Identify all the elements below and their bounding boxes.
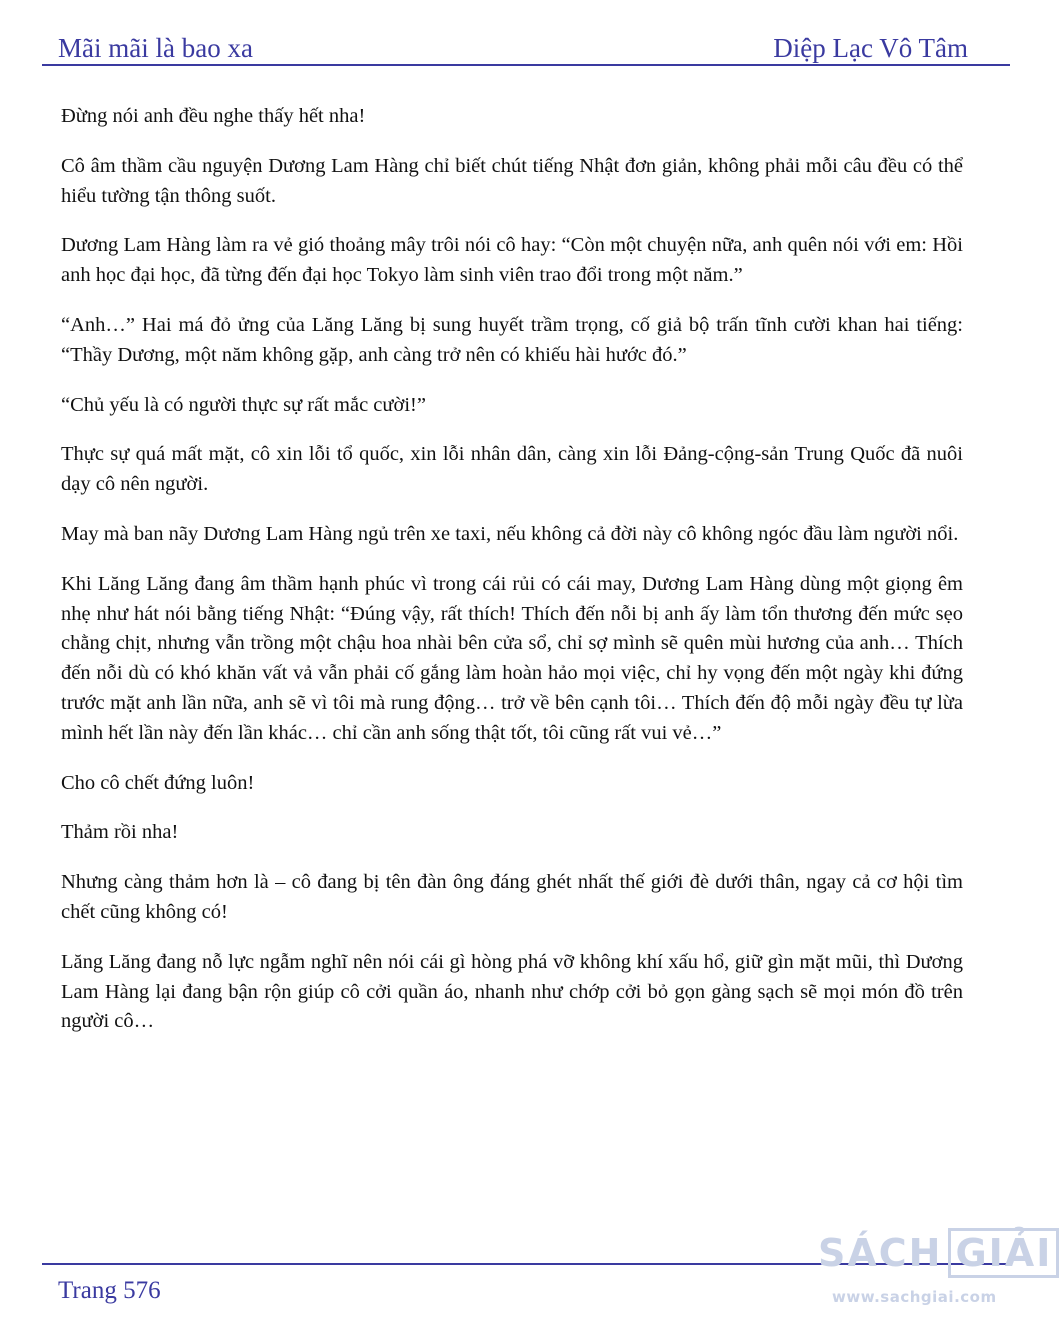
paragraph: “Chủ yếu là có người thực sự rất mắc cười!”	[61, 393, 426, 416]
paragraph: Cô âm thầm cầu nguyện Dương Lam Hàng chỉ biết chút tiếng Nhật đơn giản, không phải mỗi câu đều có thể hiểu tường tận thông suốt.	[61, 154, 963, 207]
paragraph: Thực sự quá mất mặt, cô xin lỗi tổ quốc, xin lỗi nhân dân, càng xin lỗi Đảng-cộng-sản Trung Quốc đã nuôi dạy cô nên người.	[61, 443, 963, 496]
paragraph: Lăng Lăng đang nỗ lực ngẫm nghĩ nên nói cái gì hòng phá vỡ không khí xấu hổ, giữ gìn mặt mũi, thì Dương Lam Hàng lại đang bận rộn giúp cô cởi quần áo, nhanh như chớp cởi bỏ gọn gàng sạch sẽ mọi món đồ trên người cô…	[61, 950, 963, 1033]
logo-part-2: GIẢI	[948, 1228, 1059, 1278]
logo-text	[818, 1228, 1059, 1278]
paragraph: Đừng nói anh đều nghe thấy hết nha!	[61, 105, 366, 127]
paragraph: May mà ban nãy Dương Lam Hàng ngủ trên xe taxi, nếu không cả đời này cô không ngóc đầu làm người nổi.	[61, 522, 959, 545]
author-name: Diệp Lạc Vô Tâm	[773, 33, 968, 63]
book-title: Mãi mãi là bao xa	[58, 33, 253, 63]
page-number: Trang 576	[58, 1277, 161, 1304]
paragraph: Cho cô chết đứng luôn!	[61, 771, 255, 794]
page-header	[58, 26, 968, 62]
watermark-url: www.sachgiai.com	[832, 1288, 997, 1306]
logo-part-1: SÁCH	[818, 1231, 943, 1275]
paragraph: Dương Lam Hàng làm ra vẻ gió thoảng mây trôi nói cô hay: “Còn một chuyện nữa, anh quên nói với em: Hồi anh học đại học, đã từng đến đại học Tokyo làm sinh viên trao đổi trong một năm.”	[61, 234, 963, 287]
watermark-logo	[818, 1228, 1053, 1325]
page-body	[61, 102, 963, 1057]
paragraph: Khi Lăng Lăng đang âm thầm hạnh phúc vì trong cái rủi có cái may, Dương Lam Hàng dùng một giọng êm nhẹ như hát nói bằng tiếng Nhật: “Đúng vậy, rất thích! Thích đến nỗi bị anh ấy làm tổn thương đến mức sẹo chằng chịt, nhưng vẫn trồng một chậu hoa nhài bên cửa sổ, chỉ sợ mình sẽ quên mùi hương của anh… Thích đến nỗi dù có khó khăn vất vả vẫn phải cố gắng làm hoàn hảo mọi việc, chỉ hy vọng đến một ngày khi đứng trước mặt anh lần nữa, anh sẽ vì tôi mà rung động… trở về bên cạnh tôi… Thích đến độ mỗi ngày đều tự lừa mình hết lần này đến lần khác… chỉ cần anh sống thật tốt, tôi cũng rất vui vẻ…”	[61, 572, 963, 744]
paragraph: Thảm rồi nha!	[61, 821, 179, 844]
header-divider	[42, 64, 1010, 66]
paragraph: Nhưng càng thảm hơn là – cô đang bị tên đàn ông đáng ghét nhất thế giới đè dưới thân, ngay cả cơ hội tìm chết cũng không có!	[61, 871, 963, 923]
paragraph: “Anh…” Hai má đỏ ửng của Lăng Lăng bị sung huyết trầm trọng, cố giả bộ trấn tĩnh cười khan hai tiếng: “Thầy Dương, một năm không gặp, anh càng trở nên có khiếu hài hước đó.”	[61, 313, 963, 366]
